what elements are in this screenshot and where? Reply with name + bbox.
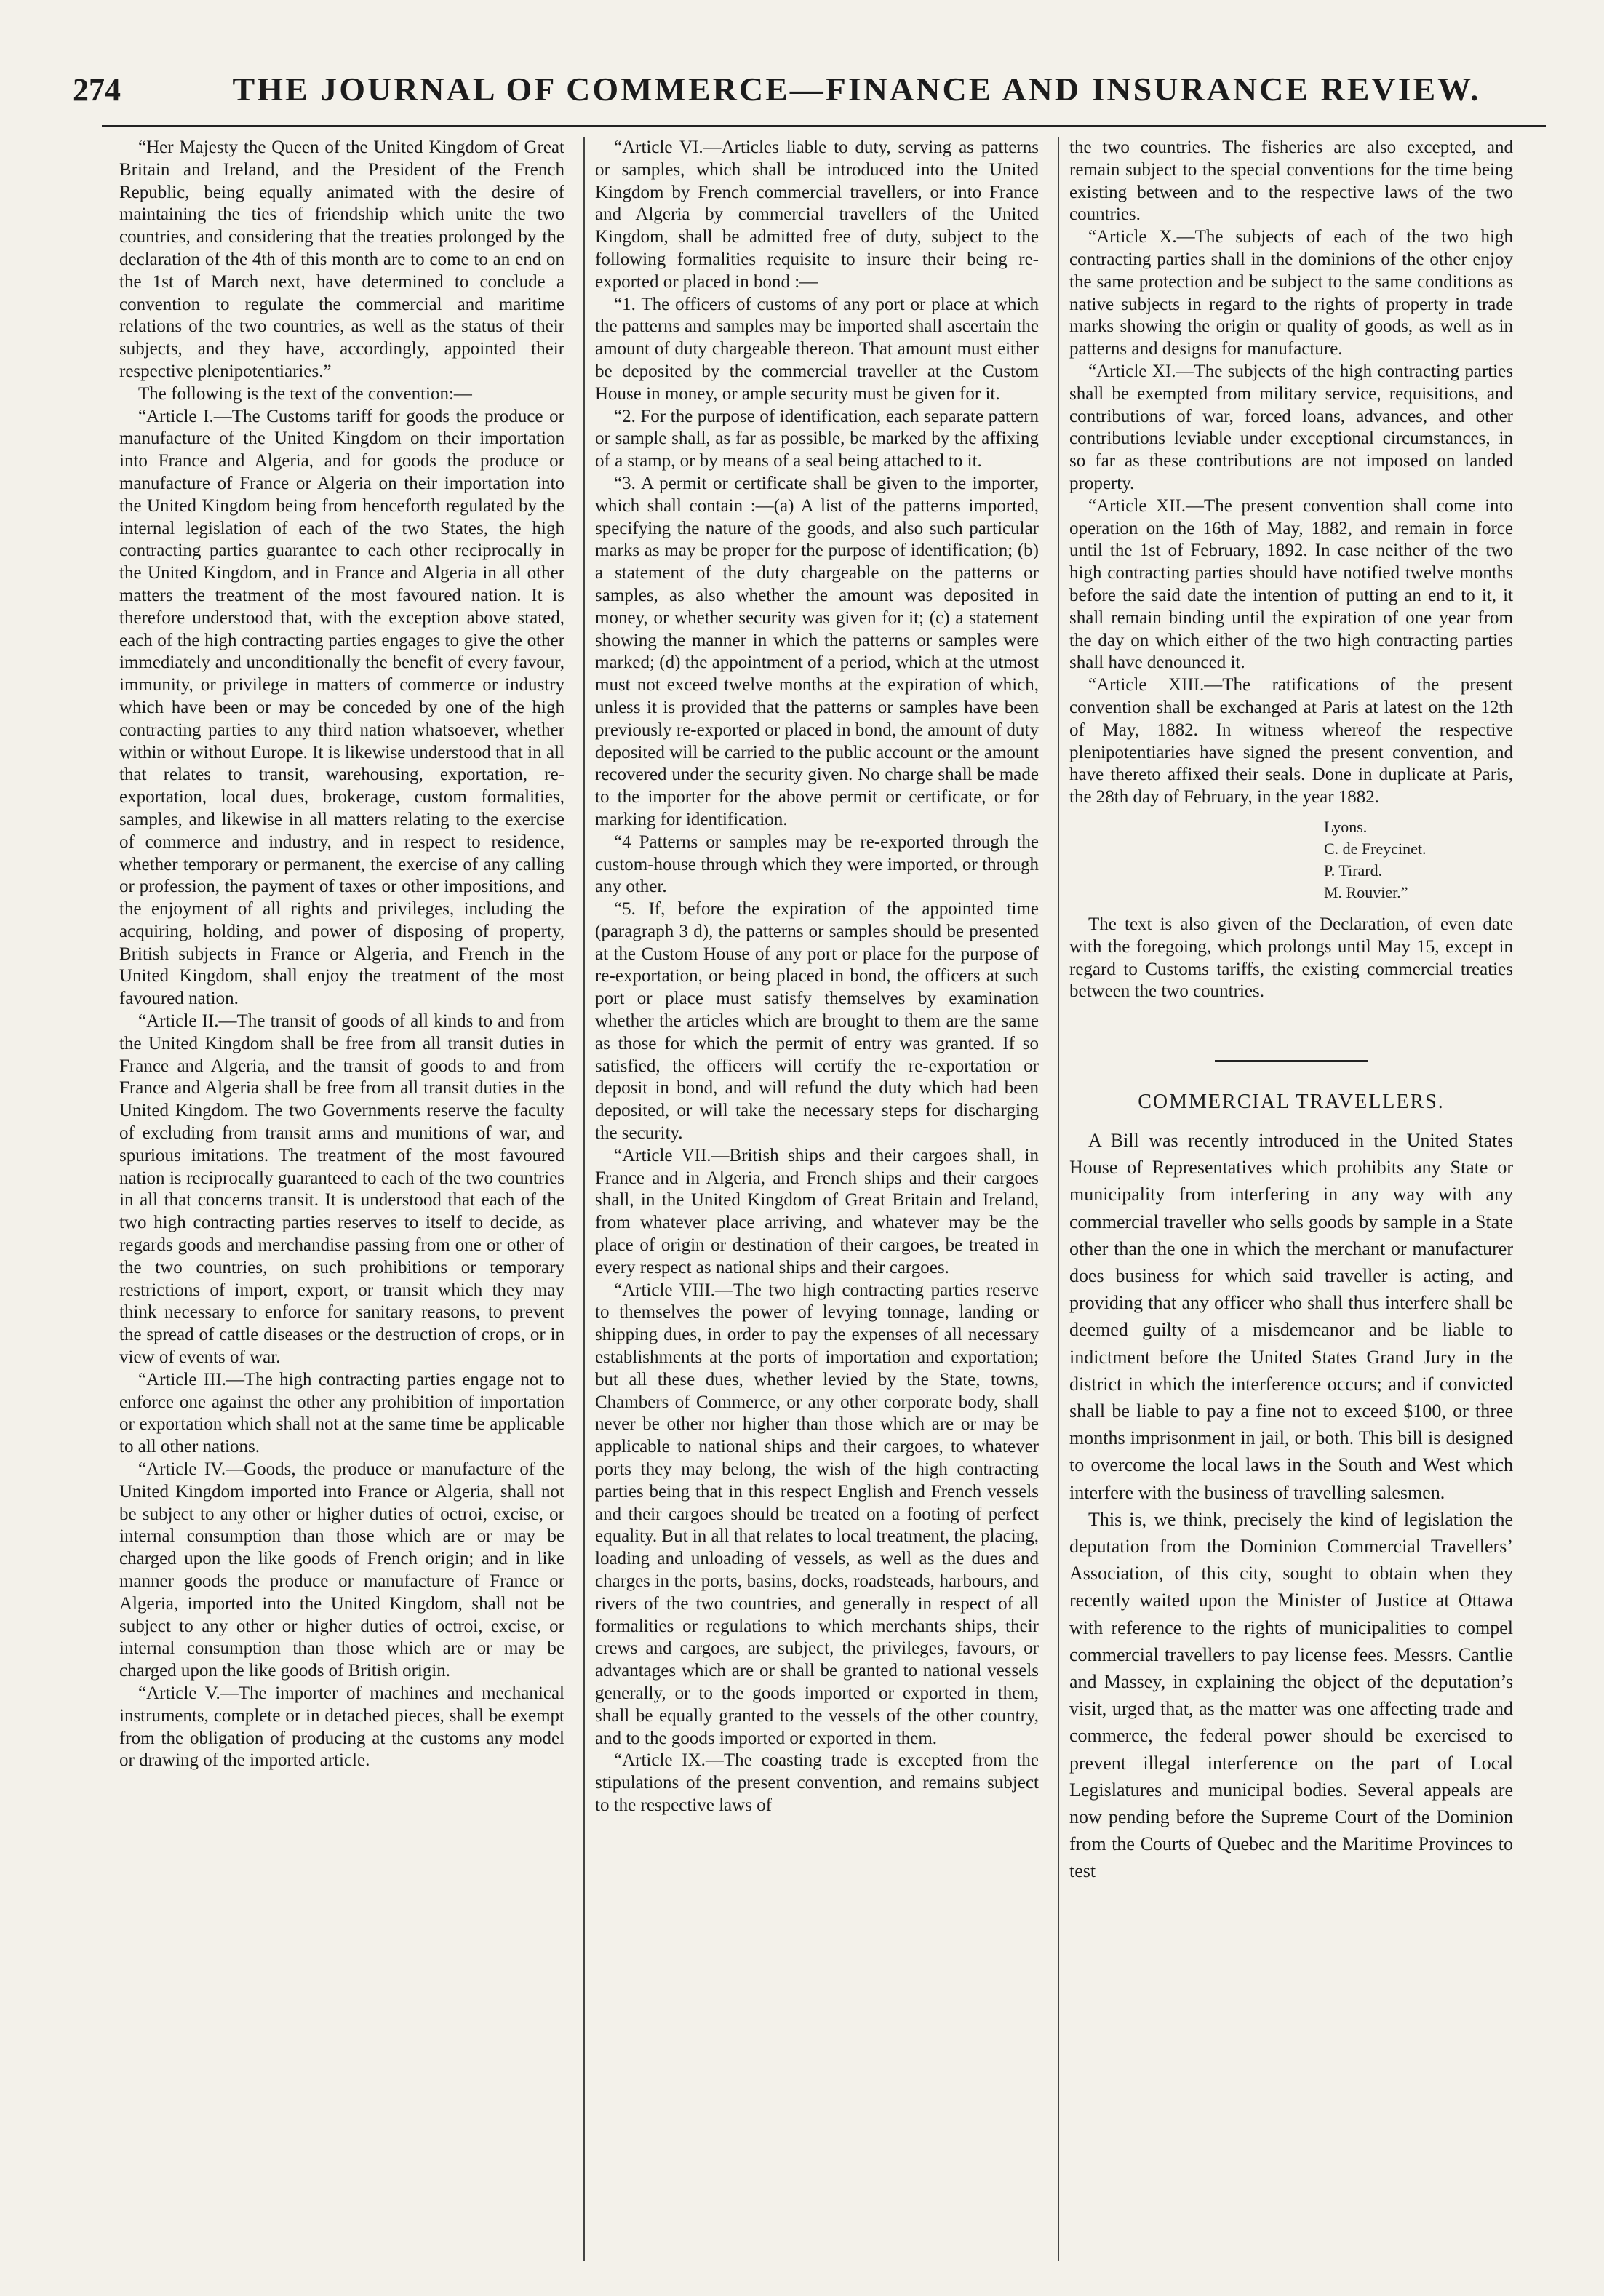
- paragraph: “3. A permit or certificate shall be given to the importer, which shall contain :—(a) A list of the patterns imported, specifying the nature of the goods, and also such particular marks as may be proper for the purpose of identification; (b) a statement of the duty chargeable on the patterns or samples, as also whether the amount was deposited in money, or whether security was given for it; (c) a statement showing the manner in which the patterns or samples were marked; (d) the appointment of a period, which at the utmost must not exceed twelve months at the expiration of which, unless it is provided that the patterns or samples have been previously re-exported or placed in bond, the amount of duty deposited will be carried to the public account or the amount recovered under the security given. No charge shall be made to the importer for the above permit or certificate, or for marking for identification.: [595, 473, 1039, 829]
- paragraph: “Her Majesty the Queen of the United Kingdom of Great Britain and Ireland, and the President of the French Republic, being equally animated with the desire of maintaining the ties of friendship which unite the two countries, and considering that the treaties prolonged by the declaration of the 4th of this month are to come to an end on the 1st of March next, have determined to conclude a convention to regulate the commercial and maritime relations of the two countries, as well as the status of their subjects, and they have, accordingly, appointed their respective plenipotentiaries.”: [119, 137, 564, 381]
- paragraph: the two countries. The fisheries are also excepted, and remain subject to the special conventions for the time being existing between and to the respective laws of the two countries.: [1069, 137, 1513, 225]
- page-header: [73, 70, 1560, 121]
- paragraph: “Article II.—The transit of goods of all kinds to and from the United Kingdom shall be free from all transit duties in France and Algeria, and the transit of goods to and from France and Algeria shall be free from all transit duties in the United Kingdom. The two Governments reserve the faculty of excluding from transit arms and munitions of war, and spurious imitations. The treatment of the most favoured nation is reciprocally guaranteed to each of the two countries in all that concerns transit. It is understood that each of the two high contracting parties reserves to itself to decide, as regards goods and merchandise passing from one or other of the two countries, on such prohibitions or temporary restrictions of import, export, or transit which they may think necessary to enforce for sanitary reasons, to prevent the spread of cattle diseases or the destruction of crops, or in view of events of war.: [119, 1011, 564, 1368]
- section-heading: COMMERCIAL TRAVELLERS.: [1138, 1091, 1445, 1114]
- header-rule: [102, 125, 1546, 127]
- article-columns: [109, 137, 1535, 2261]
- paragraph: “4 Patterns or samples may be re-exported through the custom-house through which they were imported, or through any other.: [595, 832, 1039, 897]
- paragraph: A Bill was recently introduced in the United States House of Representatives which prohibits any State or municipality from interfering in any way with any commercial traveller who sells goods by sample in a State other than the one in which the merchant or manufacturer does business for which said traveller is acting, and providing that any officer who shall thus interfere shall be deemed guilty of a misdemeanor and be liable to indictment before the United States Grand Jury in the district in which the interference occurs; and if convicted shall be liable to pay a fine not to exceed $100, or three months imprisonment in jail, or both. This bill is designed to overcome the local laws in the South and West which interfere with the business of travelling salesmen.: [1069, 1129, 1513, 1503]
- paragraph: “1. The officers of customs of any port or place at which the patterns and samples may be imported shall ascertain the amount of duty chargeable thereon. That amount must either be deposited by the commercial traveller at the Custom House in money, or ample security must be given for it.: [595, 294, 1039, 404]
- paragraph: The text is also given of the Declaration, of even date with the foregoing, which prolongs until May 15, except in regard to Customs tariffs, the existing commercial treaties between the two countries.: [1069, 914, 1513, 1002]
- paragraph: “Article X.—The subjects of each of the two high contracting parties shall in the dominions of the other enjoy the same protection and be subject to the same conditions as native subjects in regard to the rights of property in trade marks showing the origin or quality of goods, as well as in patterns and designs for manufacture.: [1069, 227, 1513, 359]
- signature: C. de Freycinet.: [1324, 839, 1427, 858]
- paragraph: “Article IV.—Goods, the produce or manufacture of the United Kingdom imported into France or Algeria, shall not be subject to any other or higher duties of octroi, excise, or internal consumption than those which are or may be charged upon the like goods of French origin; and in like manner goods the produce or manufacture of France or Algeria, imported into the United Kingdom, shall not be subject to any other or higher duties of octroi, excise, or internal consumption than those which are or may be charged upon the like goods of British origin.: [119, 1459, 564, 1681]
- column-2: [583, 137, 1049, 2261]
- paragraph: “Article III.—The high contracting parties engage not to enforce one against the other any prohibition of importation or exportation which shall not at the same time be applicable to all other nations.: [119, 1369, 564, 1457]
- paragraph: “2. For the purpose of identification, each separate pattern or sample shall, as far as possible, be marked by the affixing of a stamp, or by means of a seal being attached to it.: [595, 406, 1039, 471]
- signature-block: [1324, 816, 1513, 904]
- page-number: 274: [73, 72, 121, 108]
- paragraph: “Article I.—The Customs tariff for goods the produce or manufacture of the United Kingdom on their importation into France and Algeria, and for goods the produce or manufacture of France or Algeria on their importation into the United Kingdom being from henceforth regulated by the internal legislation of each of the two States, the high contracting parties guarantee to each other reciprocally in the United Kingdom, and in France and Algeria in all other matters the treatment of the most favoured nation. It is therefore understood that, with the exception above stated, each of the high contracting parties engages to give the other immediately and unconditionally the benefit of every favour, immunity, or privilege in matters of commerce or industry which have been or may be conceded by one of the high contracting parties to any third nation whatsoever, whether within or without Europe. It is likewise understood that in all that relates to transit, warehousing, exportation, re-exportation, local dues, brokerage, custom formalities, samples, and likewise in all matters relating to the exercise of commerce and industry, and in respect to residence, whether temporary or permanent, the exercise of any calling or profession, the payment of taxes or other impositions, and the enjoyment of all rights and privileges, including the acquiring, holding, and power of disposing of property, British subjects in France or Algeria, and French in the United Kingdom, shall enjoy the treatment of the most favoured nation.: [119, 406, 564, 1009]
- paragraph: “Article XI.—The subjects of the high contracting parties shall be exempted from military service, requisitions, and contributions of war, forced loans, advances, and other contributions leviable under exceptional circumstances, in so far as these contributions are not imposed on landed property.: [1069, 361, 1513, 493]
- paragraph: “5. If, before the expiration of the appointed time (paragraph 3 d), the patterns or samples should be presented at the Custom House of any port or place for the purpose of re-exportation, or being placed in bond, the officers at such port or place must satisfy themselves by examination whether the articles which are brought to them are the same as those for which the permit of entry was granted. If so satisfied, the officers will certify the re-exportation or deposit in bond, and will refund the duty which had been deposited, or will take the necessary steps for discharging the security.: [595, 899, 1039, 1144]
- paragraph: The following is the text of the convention:—: [138, 383, 472, 404]
- column-1: [109, 137, 575, 2261]
- section-divider: [1215, 1060, 1368, 1062]
- paragraph: This is, we think, precisely the kind of legislation the deputation from the Dominion Commercial Travellers’ Association, of this city, sought to obtain when they recently waited upon the Minister of Justice at Ottawa with reference to the rights of municipalities to compel commercial travellers to pay license fees. Messrs. Cantlie and Massey, in explaining the object of the deputation’s visit, urged that, as the matter was one affecting trade and commerce, the federal power should be exercised to prevent illegal interference on the part of Local Legislatures and municipal bodies. Several appeals are now pending before the Supreme Court of the Dominion from the Courts of Quebec and the Maritime Provinces to test: [1069, 1508, 1513, 1882]
- column-3: [1058, 137, 1523, 2261]
- paragraph: “Article VIII.—The two high contracting parties reserve to themselves the power of levying tonnage, landing or shipping dues, in order to pay the expenses of all necessary establishments at the ports of importation and exportation; but all these dues, whether levied by the State, towns, Chambers of Commerce, or any other corporate body, shall never be other nor higher than those which are or may be applicable to national ships and their cargoes, to whatever ports they may belong, the wish of the high contracting parties being that in this respect English and French vessels and their cargoes should be treated on a footing of perfect equality. But in all that relates to local treatment, the placing, loading and unloading of vessels, as well as the dues and charges in the ports, basins, docks, roadsteads, harbours, and rivers of the two countries, and generally in respect of all formalities or regulations to which merchants ships, their crews and cargoes, are subject, the privileges, favours, or advantages which are or shall be granted to national vessels generally, or to the goods imported or exported in them, shall be equally granted to the vessels of the other country, and to the goods imported or exported in them.: [595, 1280, 1039, 1748]
- paragraph: “Article VII.—British ships and their cargoes shall, in France and in Algeria, and French ships and their cargoes shall, in the United Kingdom of Great Britain and Ireland, from whatever place arriving, and whatever may be the place of origin or destination of their cargoes, be treated in every respect as national ships and their cargoes.: [595, 1145, 1039, 1277]
- signature: Lyons.: [1324, 817, 1368, 836]
- paragraph: “Article V.—The importer of machines and mechanical instruments, complete or in detached pieces, shall be exempt from the obligation of producing at the customs any model or drawing of the imported article.: [119, 1683, 564, 1771]
- journal-title: THE JOURNAL OF COMMERCE—FINANCE AND INSURANCE REVIEW.: [232, 71, 1481, 108]
- signature: P. Tirard.: [1324, 861, 1383, 880]
- paragraph: “Article IX.—The coasting trade is excepted from the stipulations of the present convention, and remains subject to the respective laws of: [595, 1750, 1039, 1815]
- paragraph: “Article XII.—The present convention shall come into operation on the 16th of May, 1882, and remain in force until the 1st of February, 1892. In case neither of the two high contracting parties should have notified twelve months before the said date the intention of putting an end to it, it shall remain binding until the expiration of one year from the day on which either of the two high contracting parties shall have denounced it.: [1069, 495, 1513, 673]
- paragraph: “Article XIII.—The ratifications of the present convention shall be exchanged at Paris at latest on the 12th of May, 1882. In witness whereof the respective plenipotentiaries have signed the present convention, and have thereto affixed their seals. Done in duplicate at Paris, the 28th day of February, in the year 1882.: [1069, 675, 1513, 808]
- paragraph: “Article VI.—Articles liable to duty, serving as patterns or samples, which shall be introduced into the United Kingdom by French commercial travellers, or into France and Algeria by commercial travellers of the United Kingdom, shall be admitted free of duty, subject to the following formalities requisite to insure their being re-exported or placed in bond :—: [595, 137, 1039, 292]
- signature: M. Rouvier.”: [1324, 882, 1408, 901]
